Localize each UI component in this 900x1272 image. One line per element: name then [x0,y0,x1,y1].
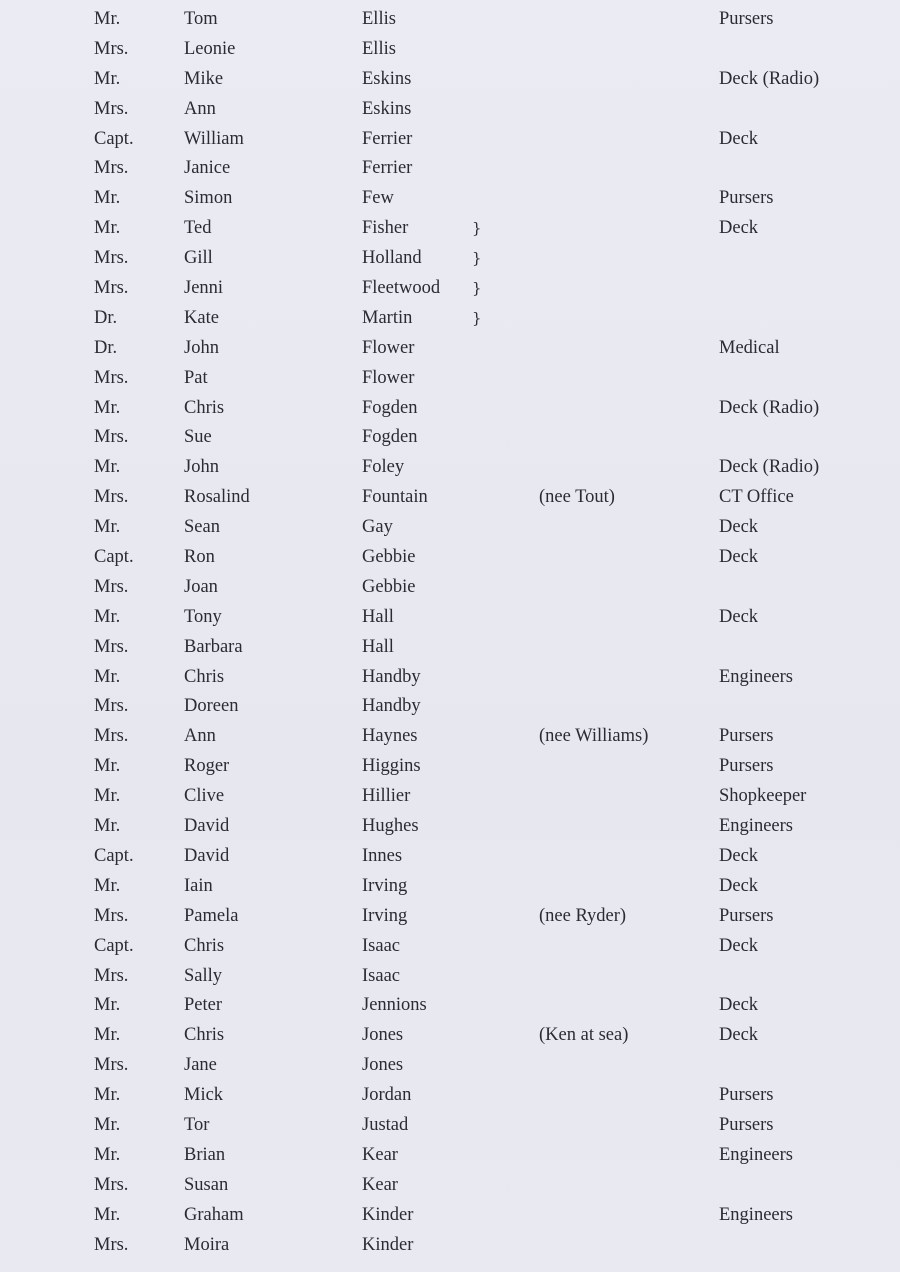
roster-row [0,782,900,812]
entry-department: Deck [719,995,759,1016]
entry-surname: Kear [362,1174,398,1195]
entry-department: Deck [719,606,759,627]
entry-first-name: Simon [184,188,233,209]
entry-surname: Fogden [362,427,418,448]
grouping-brace: } [472,249,482,268]
entry-first-name: Moira [184,1234,230,1255]
entry-surname: Jones [362,1025,404,1046]
entry-title: Capt. [94,935,134,956]
entry-first-name: Doreen [184,696,239,717]
entry-title: Mr. [94,1085,121,1106]
entry-title: Mrs. [94,38,129,59]
roster-row [0,692,900,722]
roster-row [0,872,900,902]
entry-note: (Ken at sea) [539,1025,629,1046]
entry-first-name: Joan [184,576,218,597]
entry-first-name: Ann [184,726,216,747]
roster-row [0,35,900,65]
entry-title: Mr. [94,397,121,418]
roster-row [0,1231,900,1261]
entry-title: Mrs. [94,1174,129,1195]
entry-first-name: Sally [184,965,223,986]
entry-surname: Ferrier [362,128,413,149]
entry-first-name: Jane [184,1055,217,1076]
entry-first-name: Ann [184,98,216,119]
entry-title: Mr. [94,9,121,29]
entry-title: Mr. [94,457,121,478]
roster-row [0,65,900,95]
entry-department: Deck [719,218,759,239]
entry-department: Engineers [719,1204,793,1225]
roster-row [0,752,900,782]
roster-row [0,154,900,184]
entry-first-name: Sean [184,517,220,538]
roster-row [0,5,900,35]
roster-row [0,902,900,932]
entry-title: Mr. [94,188,121,209]
entry-first-name: Chris [184,935,225,956]
entry-surname: Hillier [362,786,411,807]
roster-row [0,663,900,693]
roster-row [0,184,900,214]
entry-first-name: Mick [184,1085,224,1106]
roster-row [0,1111,900,1141]
entry-title: Mr. [94,1025,121,1046]
roster-row [0,543,900,573]
entry-title: Mrs. [94,636,129,657]
entry-first-name: Clive [184,786,225,807]
entry-department: Engineers [719,816,793,837]
entry-title: Mrs. [94,487,129,508]
entry-first-name: Janice [184,158,231,179]
entry-title: Mrs. [94,427,129,448]
entry-surname: Ellis [362,9,396,29]
entry-surname: Hughes [362,816,419,837]
entry-note: (nee Ryder) [539,905,627,926]
entry-department: Deck [719,517,759,538]
entry-title: Mrs. [94,158,129,179]
entry-title: Mr. [94,606,121,627]
entry-first-name: Brian [184,1144,226,1165]
entry-department: Pursers [719,9,774,29]
entry-title: Dr. [94,307,118,328]
entry-surname: Isaac [362,965,400,986]
roster-row [0,95,900,125]
roster-row [0,513,900,543]
entry-department: Pursers [719,905,774,926]
entry-department: Deck [719,128,759,149]
entry-first-name: Ted [184,218,212,239]
entry-department: Pursers [719,188,774,209]
entry-surname: Kinder [362,1204,414,1225]
entry-department: Pursers [719,726,774,747]
entry-title: Mrs. [94,98,129,119]
entry-title: Mr. [94,995,121,1016]
roster-row [0,962,900,992]
entry-surname: Kinder [362,1234,414,1255]
entry-surname: Ferrier [362,158,413,179]
roster-row [0,274,900,304]
entry-surname: Martin [362,307,413,328]
roster-row [0,812,900,842]
roster-row [0,573,900,603]
entry-first-name: John [184,337,219,358]
entry-first-name: Chris [184,666,225,687]
entry-title: Mrs. [94,965,129,986]
roster-row [0,125,900,155]
entry-first-name: Iain [184,875,213,896]
roster-row [0,633,900,663]
entry-surname: Ellis [362,38,396,59]
grouping-brace: } [472,219,482,238]
roster-row [0,1051,900,1081]
grouping-brace: } [472,279,482,298]
entry-title: Mrs. [94,278,129,299]
entry-title: Capt. [94,128,134,149]
entry-surname: Jennions [362,995,427,1016]
entry-department: CT Office [719,487,794,508]
entry-surname: Foley [362,457,405,478]
entry-department: Pursers [719,1114,774,1135]
entry-surname: Jones [362,1055,404,1076]
roster-row [0,423,900,453]
entry-surname: Fogden [362,397,418,418]
entry-first-name: Roger [184,756,230,777]
roster-row [0,932,900,962]
entry-first-name: Barbara [184,636,243,657]
entry-first-name: Chris [184,397,225,418]
entry-first-name: Peter [184,995,223,1016]
roster-row [0,603,900,633]
roster-row [0,722,900,752]
entry-title: Capt. [94,547,134,568]
roster-list [0,5,900,1260]
entry-surname: Jordan [362,1085,412,1106]
roster-row [0,304,900,334]
entry-title: Mrs. [94,1234,129,1255]
entry-surname: Few [362,188,394,209]
roster-row [0,1201,900,1231]
entry-surname: Handby [362,666,421,687]
entry-surname: Kear [362,1144,398,1165]
entry-first-name: Tony [184,606,222,627]
entry-surname: Isaac [362,935,400,956]
entry-title: Mrs. [94,696,129,717]
entry-first-name: Tom [184,9,218,29]
entry-department: Deck [719,875,759,896]
entry-first-name: David [184,816,230,837]
entry-surname: Haynes [362,726,418,747]
entry-title: Mrs. [94,905,129,926]
entry-title: Mr. [94,756,121,777]
entry-title: Mr. [94,1114,121,1135]
entry-department: Pursers [719,756,774,777]
entry-first-name: Tor [184,1114,210,1135]
entry-title: Mr. [94,517,121,538]
entry-surname: Innes [362,845,403,866]
entry-surname: Gebbie [362,576,416,597]
entry-first-name: Rosalind [184,487,250,508]
entry-first-name: William [184,128,244,149]
entry-surname: Hall [362,606,394,627]
entry-surname: Eskins [362,68,412,89]
entry-department: Medical [719,337,780,358]
entry-title: Mr. [94,816,121,837]
entry-first-name: Mike [184,68,224,89]
roster-row [0,364,900,394]
entry-department: Deck (Radio) [719,457,820,478]
entry-title: Mrs. [94,726,129,747]
entry-surname: Gay [362,517,393,538]
roster-row [0,1141,900,1171]
entry-title: Mr. [94,1144,121,1165]
roster-row [0,334,900,364]
entry-department: Pursers [719,1085,774,1106]
entry-first-name: John [184,457,219,478]
roster-row [0,394,900,424]
entry-title: Mrs. [94,576,129,597]
entry-surname: Higgins [362,756,421,777]
roster-row [0,991,900,1021]
entry-first-name: Graham [184,1204,244,1225]
entry-title: Mr. [94,666,121,687]
entry-surname: Hall [362,636,394,657]
entry-title: Capt. [94,845,134,866]
entry-title: Mrs. [94,1055,129,1076]
entry-surname: Justad [362,1114,409,1135]
entry-department: Engineers [719,666,793,687]
entry-first-name: Ron [184,547,215,568]
entry-title: Mr. [94,875,121,896]
entry-department: Engineers [719,1144,793,1165]
entry-first-name: Pat [184,367,208,388]
roster-row [0,483,900,513]
entry-note: (nee Williams) [539,726,649,747]
entry-department: Deck [719,547,759,568]
entry-title: Mrs. [94,248,129,269]
entry-surname: Fleetwood [362,278,441,299]
entry-surname: Eskins [362,98,412,119]
entry-title: Dr. [94,337,118,358]
entry-title: Mr. [94,1204,121,1225]
entry-surname: Irving [362,905,408,926]
entry-surname: Fisher [362,218,409,239]
entry-first-name: Leonie [184,38,236,59]
entry-first-name: David [184,845,230,866]
entry-department: Shopkeeper [719,786,807,807]
entry-department: Deck (Radio) [719,397,820,418]
entry-surname: Gebbie [362,547,416,568]
entry-title: Mr. [94,786,121,807]
entry-surname: Fountain [362,487,428,508]
entry-title: Mr. [94,218,121,239]
entry-note: (nee Tout) [539,487,615,508]
entry-surname: Irving [362,875,408,896]
roster-row [0,1171,900,1201]
entry-surname: Holland [362,248,422,269]
entry-title: Mr. [94,68,121,89]
entry-surname: Flower [362,337,415,358]
entry-surname: Flower [362,367,415,388]
entry-first-name: Sue [184,427,212,448]
entry-first-name: Susan [184,1174,229,1195]
roster-row [0,842,900,872]
entry-title: Mrs. [94,367,129,388]
entry-first-name: Jenni [184,278,224,299]
entry-first-name: Kate [184,307,219,328]
entry-first-name: Chris [184,1025,225,1046]
grouping-brace: } [472,308,482,327]
roster-row [0,244,900,274]
roster-row [0,1081,900,1111]
entry-surname: Handby [362,696,421,717]
entry-department: Deck (Radio) [719,68,820,89]
entry-first-name: Gill [184,248,213,269]
entry-department: Deck [719,845,759,866]
roster-row [0,453,900,483]
roster-row [0,214,900,244]
entry-first-name: Pamela [184,905,239,926]
entry-department: Deck [719,935,759,956]
entry-department: Deck [719,1025,759,1046]
roster-row [0,1021,900,1051]
